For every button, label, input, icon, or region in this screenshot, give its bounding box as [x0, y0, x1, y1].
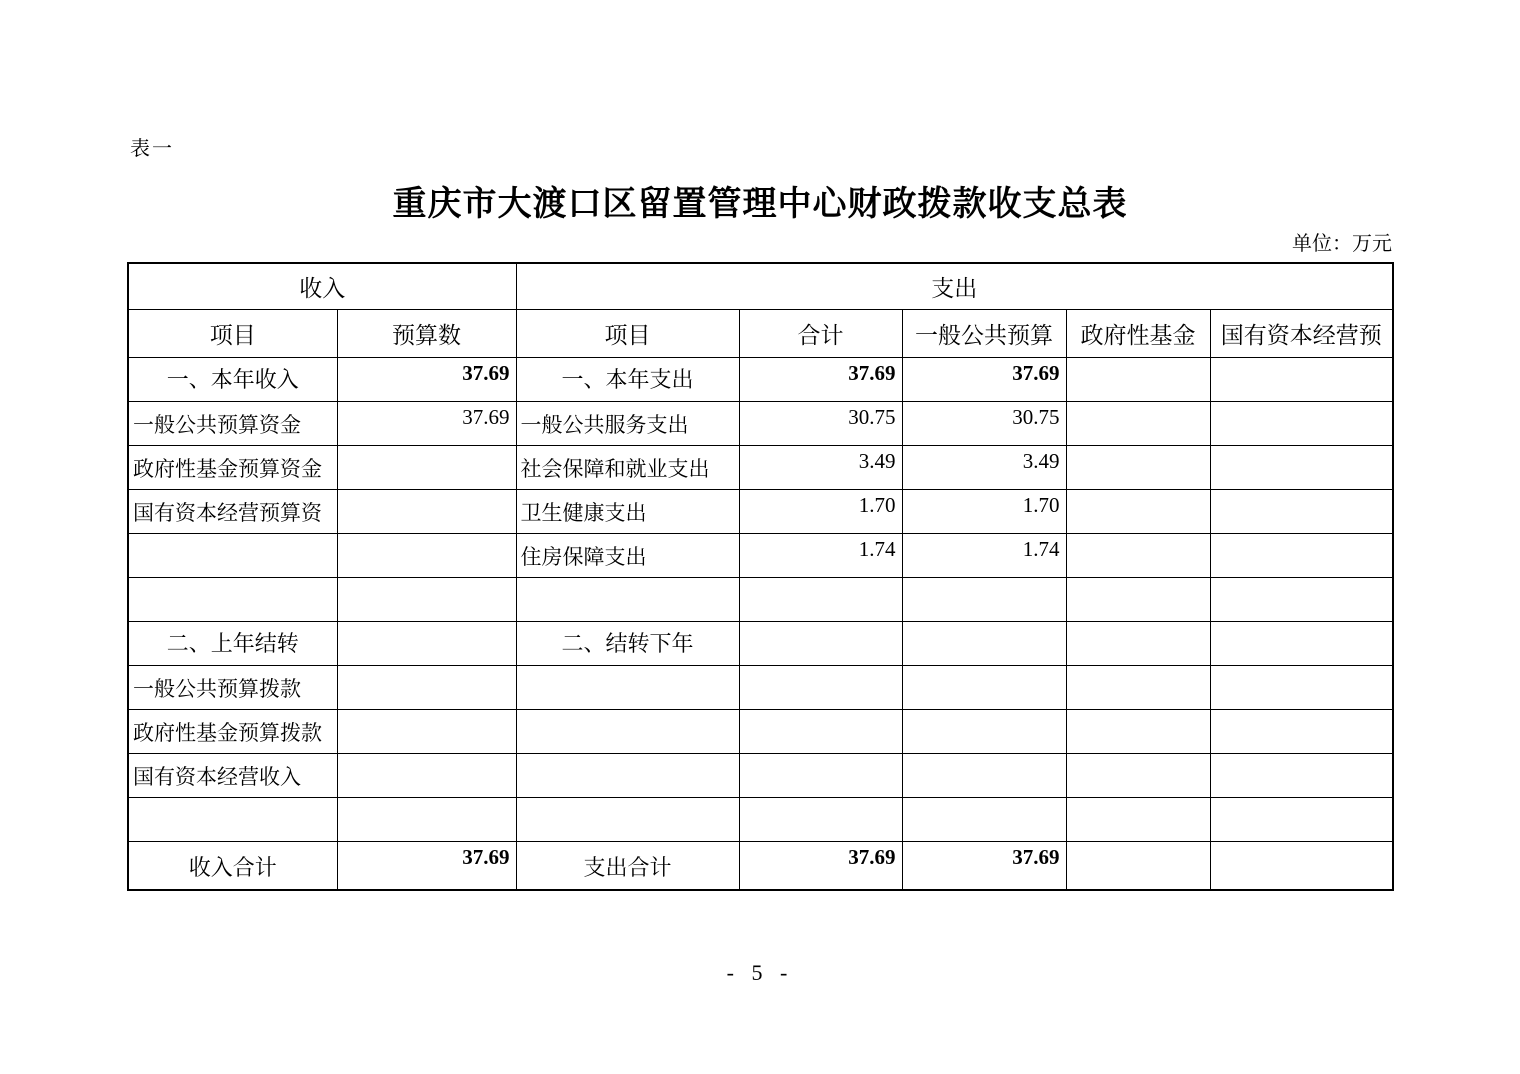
expense-total-cell: 30.75 — [739, 401, 902, 445]
state-capital-cell — [1210, 357, 1393, 401]
expense-item-cell — [516, 665, 739, 709]
expense-item-cell: 一、本年支出 — [516, 357, 739, 401]
income-item-cell: 国有资本经营收入 — [128, 753, 337, 797]
expense-total-cell — [739, 621, 902, 665]
gov-fund-cell — [1066, 753, 1210, 797]
col-header-gov-fund: 政府性基金 — [1066, 309, 1210, 357]
income-item-cell: 政府性基金预算拨款 — [128, 709, 337, 753]
expense-general-cell — [902, 797, 1066, 841]
expense-item-cell: 卫生健康支出 — [516, 489, 739, 533]
gov-fund-cell — [1066, 709, 1210, 753]
state-capital-cell — [1210, 797, 1393, 841]
state-capital-cell — [1210, 445, 1393, 489]
income-item-cell — [128, 533, 337, 577]
income-budget-cell — [337, 797, 516, 841]
income-item-cell: 收入合计 — [128, 841, 337, 890]
income-item-cell: 一、本年收入 — [128, 357, 337, 401]
table-row — [128, 445, 1393, 489]
expense-item-cell: 支出合计 — [516, 841, 739, 890]
expense-item-cell — [516, 709, 739, 753]
income-budget-cell — [337, 533, 516, 577]
expense-total-cell: 3.49 — [739, 445, 902, 489]
expense-item-cell — [516, 753, 739, 797]
income-item-cell: 政府性基金预算资金 — [128, 445, 337, 489]
income-budget-cell — [337, 489, 516, 533]
income-budget-cell — [337, 665, 516, 709]
state-capital-cell — [1210, 533, 1393, 577]
expense-item-cell: 二、结转下年 — [516, 621, 739, 665]
income-budget-cell: 37.69 — [337, 357, 516, 401]
expense-total-cell — [739, 665, 902, 709]
state-capital-cell — [1210, 401, 1393, 445]
expense-general-cell — [902, 709, 1066, 753]
state-capital-cell — [1210, 709, 1393, 753]
state-capital-cell — [1210, 621, 1393, 665]
col-header-income-item: 项目 — [128, 309, 337, 357]
expense-total-cell — [739, 797, 902, 841]
state-capital-cell — [1210, 753, 1393, 797]
expense-total-cell — [739, 753, 902, 797]
expense-general-cell — [902, 753, 1066, 797]
expense-total-cell: 37.69 — [739, 357, 902, 401]
gov-fund-cell — [1066, 489, 1210, 533]
state-capital-cell — [1210, 841, 1393, 890]
table-row — [128, 709, 1393, 753]
income-budget-cell: 37.69 — [337, 841, 516, 890]
table-row — [128, 489, 1393, 533]
col-header-state-capital: 国有资本经营预 — [1210, 309, 1393, 357]
income-item-cell: 一般公共预算资金 — [128, 401, 337, 445]
income-item-cell — [128, 577, 337, 621]
income-item-cell — [128, 797, 337, 841]
expense-total-cell: 1.74 — [739, 533, 902, 577]
gov-fund-cell — [1066, 841, 1210, 890]
table-row — [128, 357, 1393, 401]
expense-total-cell — [739, 577, 902, 621]
col-header-income-budget: 预算数 — [337, 309, 516, 357]
expense-general-cell: 30.75 — [902, 401, 1066, 445]
income-budget-cell — [337, 577, 516, 621]
table-row — [128, 401, 1393, 445]
expense-item-cell: 社会保障和就业支出 — [516, 445, 739, 489]
state-capital-cell — [1210, 489, 1393, 533]
gov-fund-cell — [1066, 797, 1210, 841]
unit-note: 单位：万元 — [1292, 233, 1392, 255]
table-label: 表一 — [130, 138, 174, 160]
table-column-header-row — [128, 309, 1393, 357]
expense-section-header: 支出 — [516, 263, 1393, 309]
table-row — [128, 753, 1393, 797]
col-header-expense-item: 项目 — [516, 309, 739, 357]
gov-fund-cell — [1066, 445, 1210, 489]
table-row — [128, 621, 1393, 665]
page-number: - 5 - — [726, 960, 794, 985]
state-capital-cell — [1210, 665, 1393, 709]
table-row — [128, 797, 1393, 841]
expense-item-cell: 一般公共服务支出 — [516, 401, 739, 445]
income-item-cell: 二、上年结转 — [128, 621, 337, 665]
expense-general-cell: 37.69 — [902, 357, 1066, 401]
expense-item-cell — [516, 577, 739, 621]
gov-fund-cell — [1066, 357, 1210, 401]
table-row — [128, 665, 1393, 709]
expense-total-cell: 1.70 — [739, 489, 902, 533]
budget-table — [127, 262, 1394, 891]
expense-general-cell — [902, 621, 1066, 665]
col-header-expense-total: 合计 — [739, 309, 902, 357]
table-row — [128, 533, 1393, 577]
expense-general-cell — [902, 577, 1066, 621]
gov-fund-cell — [1066, 577, 1210, 621]
income-item-cell: 国有资本经营预算资 — [128, 489, 337, 533]
income-budget-cell — [337, 621, 516, 665]
income-item-cell: 一般公共预算拨款 — [128, 665, 337, 709]
expense-item-cell — [516, 797, 739, 841]
col-header-expense-general-budget: 一般公共预算 — [902, 309, 1066, 357]
page-title: 重庆市大渡口区留置管理中心财政拨款收支总表 — [392, 186, 1128, 223]
gov-fund-cell — [1066, 533, 1210, 577]
state-capital-cell — [1210, 577, 1393, 621]
table-row — [128, 577, 1393, 621]
expense-general-cell — [902, 665, 1066, 709]
income-budget-cell: 37.69 — [337, 401, 516, 445]
expense-general-cell: 1.74 — [902, 533, 1066, 577]
table-row — [128, 841, 1393, 890]
gov-fund-cell — [1066, 621, 1210, 665]
table-section-header-row — [128, 263, 1393, 309]
income-budget-cell — [337, 753, 516, 797]
expense-general-cell: 3.49 — [902, 445, 1066, 489]
expense-general-cell: 1.70 — [902, 489, 1066, 533]
income-budget-cell — [337, 709, 516, 753]
gov-fund-cell — [1066, 665, 1210, 709]
expense-total-cell — [739, 709, 902, 753]
expense-total-cell: 37.69 — [739, 841, 902, 890]
income-section-header: 收入 — [128, 263, 516, 309]
income-budget-cell — [337, 445, 516, 489]
expense-item-cell: 住房保障支出 — [516, 533, 739, 577]
expense-general-cell: 37.69 — [902, 841, 1066, 890]
gov-fund-cell — [1066, 401, 1210, 445]
